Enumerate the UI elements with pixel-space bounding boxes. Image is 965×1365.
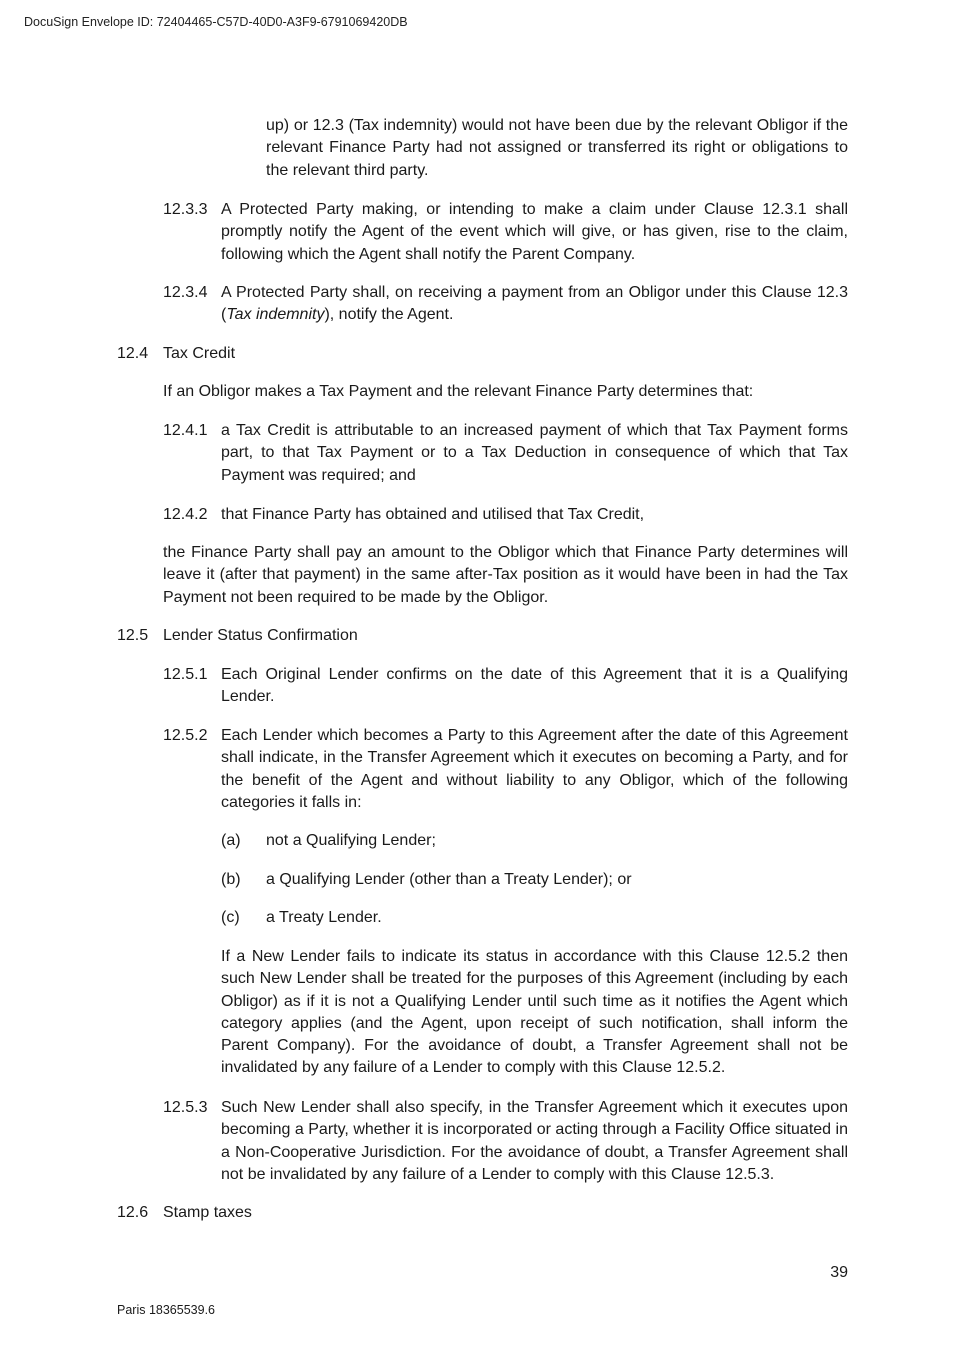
section-title: Tax Credit bbox=[163, 345, 236, 362]
list-label: (b) bbox=[221, 871, 241, 888]
clause-number: 12.4.2 bbox=[163, 506, 208, 523]
page-number: 39 bbox=[830, 1264, 848, 1281]
clause-text: ), notify the Agent. bbox=[324, 306, 454, 324]
clause-12-5-2: Each Lender which becomes a Party to this Agreement after the date of this Agreement shall indicate, in the Transfer Agreement which it executes on becoming a Party, and for the benefit of the Agent and without liability to any Obligor, which of the following categories it falls in: bbox=[221, 727, 848, 811]
list-label: (a) bbox=[221, 832, 241, 849]
clause-12-3-4 bbox=[221, 282, 848, 327]
clause-number: 12.3.3 bbox=[163, 201, 208, 218]
clause-text: A Protected Party shall, on receiving a payment from an Obligor under this Clause 12.3 ( bbox=[221, 284, 848, 324]
clause-12-4-2: that Finance Party has obtained and utilised that Tax Credit, bbox=[221, 506, 645, 523]
clause-number: 12.5.3 bbox=[163, 1099, 208, 1116]
clause-number: 12.5.2 bbox=[163, 727, 208, 744]
clause-12-5-1: Each Original Lender confirms on the date of this Agreement that it is a Qualifying Lender. bbox=[221, 666, 848, 706]
section-intro: If an Obligor makes a Tax Payment and the relevant Finance Party determines that: bbox=[163, 383, 754, 400]
clause-12-3-3: A Protected Party making, or intending to make a claim under Clause 12.3.1 shall promptly notify the Agent of the event which will give, or has given, rise to the claim, following which the Agent shall notify the Parent Company. bbox=[221, 201, 848, 263]
clause-italic-ref: Tax indemnity bbox=[226, 306, 325, 324]
clause-12-4-1: a Tax Credit is attributable to an increased payment of which that Tax Payment forms part, to that Tax Payment or to a Tax Deduction in consequence of which that Tax Payment was required; and bbox=[221, 422, 848, 484]
section-closing: the Finance Party shall pay an amount to the Obligor which that Finance Party determines will leave it (after that payment) in the same after-Tax position as it would have been in had the Tax Payment not been required to be made by the Obligor. bbox=[163, 544, 848, 606]
document-reference: Paris 18365539.6 bbox=[117, 1303, 215, 1317]
section-title: Stamp taxes bbox=[163, 1204, 252, 1221]
section-number: 12.5 bbox=[117, 627, 149, 644]
list-item: a Treaty Lender. bbox=[266, 909, 382, 926]
clause-12-5-3: Such New Lender shall also specify, in the Transfer Agreement which it executes upon becoming a Party, whether it is incorporated or acting through a Facility Office situated in a Non-Cooperative Jurisdiction. For the avoidance of doubt, a Transfer Agreement shall not be invalidated by any failure of a Lender to comply with this Clause 12.5.3. bbox=[221, 1099, 848, 1183]
list-item: not a Qualifying Lender; bbox=[266, 832, 436, 849]
envelope-id: DocuSign Envelope ID: 72404465-C57D-40D0-A3F9-6791069420DB bbox=[24, 15, 408, 29]
clause-number: 12.5.1 bbox=[163, 666, 208, 683]
continuation-paragraph: up) or 12.3 (Tax indemnity) would not have been due by the relevant Obligor if the relevant Finance Party had not assigned or transferred its right or obligations to the relevant third party. bbox=[266, 117, 848, 179]
clause-number: 12.4.1 bbox=[163, 422, 208, 439]
section-number: 12.6 bbox=[117, 1204, 149, 1221]
list-label: (c) bbox=[221, 909, 240, 926]
list-item: a Qualifying Lender (other than a Treaty Lender); or bbox=[266, 871, 632, 888]
section-number: 12.4 bbox=[117, 345, 149, 362]
section-title: Lender Status Confirmation bbox=[163, 627, 358, 644]
clause-number: 12.3.4 bbox=[163, 284, 208, 301]
clause-12-5-2-closing: If a New Lender fails to indicate its status in accordance with this Clause 12.5.2 then such New Lender shall be treated for the purposes of this Agreement (including by each Obligor) as if it is not a Qualifying Lender until such time as it notifies the Agent which category applies (and the Agent, upon receipt of such notification, shall inform the Parent Company). For the avoidance of doubt, a Transfer Agreement shall not be invalidated by any failure of a Lender to comply with this Clause 12.5.2. bbox=[221, 948, 848, 1077]
